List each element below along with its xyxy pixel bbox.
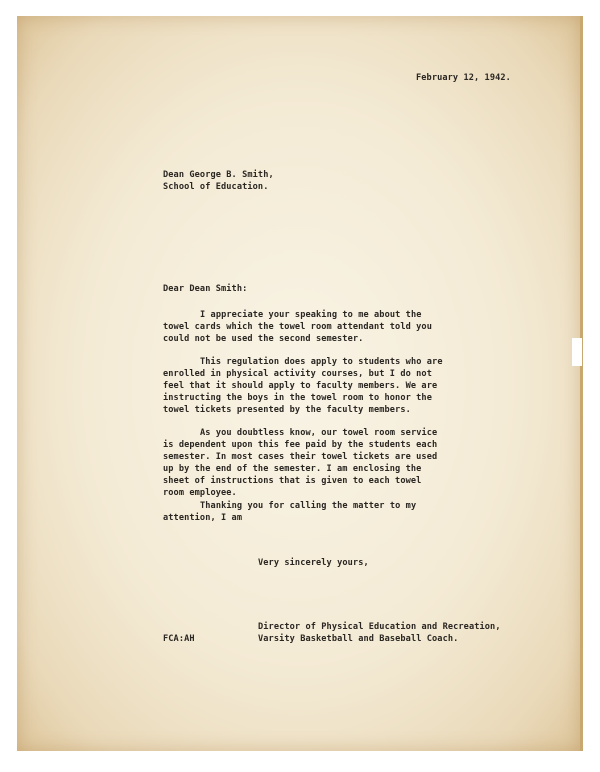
paragraph-line: room employee.	[163, 488, 237, 498]
typist-initials: FCA:AH	[163, 634, 195, 644]
paragraph-line: towel tickets presented by the faculty members.	[163, 405, 411, 415]
paragraph-line: towel cards which the towel room attendant told you	[163, 322, 432, 332]
paragraph-line: feel that it should apply to faculty members. We are	[163, 381, 438, 391]
paragraph-line: I appreciate your speaking to me about the	[200, 310, 422, 320]
paragraph-3	[163, 427, 437, 499]
page-edge-notch	[572, 338, 582, 366]
signature-title	[258, 621, 501, 645]
letter-date: February 12, 1942.	[416, 73, 511, 83]
paragraph-line: Thanking you for calling the matter to my	[200, 501, 417, 511]
paragraph-line: could not be used the second semester.	[163, 334, 364, 344]
paragraph-line: instructing the boys in the towel room to honor the	[163, 393, 432, 403]
recipient-department: School of Education.	[163, 182, 269, 192]
paragraph-line: This regulation does apply to students who are	[200, 357, 443, 367]
salutation: Dear Dean Smith:	[163, 284, 248, 294]
paragraph-line: sheet of instructions that is given to each towel	[163, 476, 422, 486]
paragraph-line: enrolled in physical activity courses, but I do not	[163, 369, 432, 379]
paragraph-1	[163, 309, 432, 345]
signature-title-line: Director of Physical Education and Recreation,	[258, 622, 501, 632]
paragraph-line: attention, I am	[163, 513, 243, 523]
signature-title-line: Varsity Basketball and Baseball Coach.	[258, 634, 459, 644]
recipient-name: Dean George B. Smith,	[163, 170, 274, 180]
paragraph-line: As you doubtless know, our towel room service	[200, 428, 438, 438]
paragraph-2	[163, 356, 443, 416]
paragraph-line: up by the end of the semester. I am enclosing the	[163, 464, 422, 474]
recipient-address	[163, 169, 274, 193]
closing: Very sincerely yours,	[258, 558, 369, 568]
paragraph-line: is dependent upon this fee paid by the students each	[163, 440, 438, 450]
paragraph-4	[163, 500, 416, 524]
paragraph-line: semester. In most cases their towel tickets are used	[163, 452, 438, 462]
